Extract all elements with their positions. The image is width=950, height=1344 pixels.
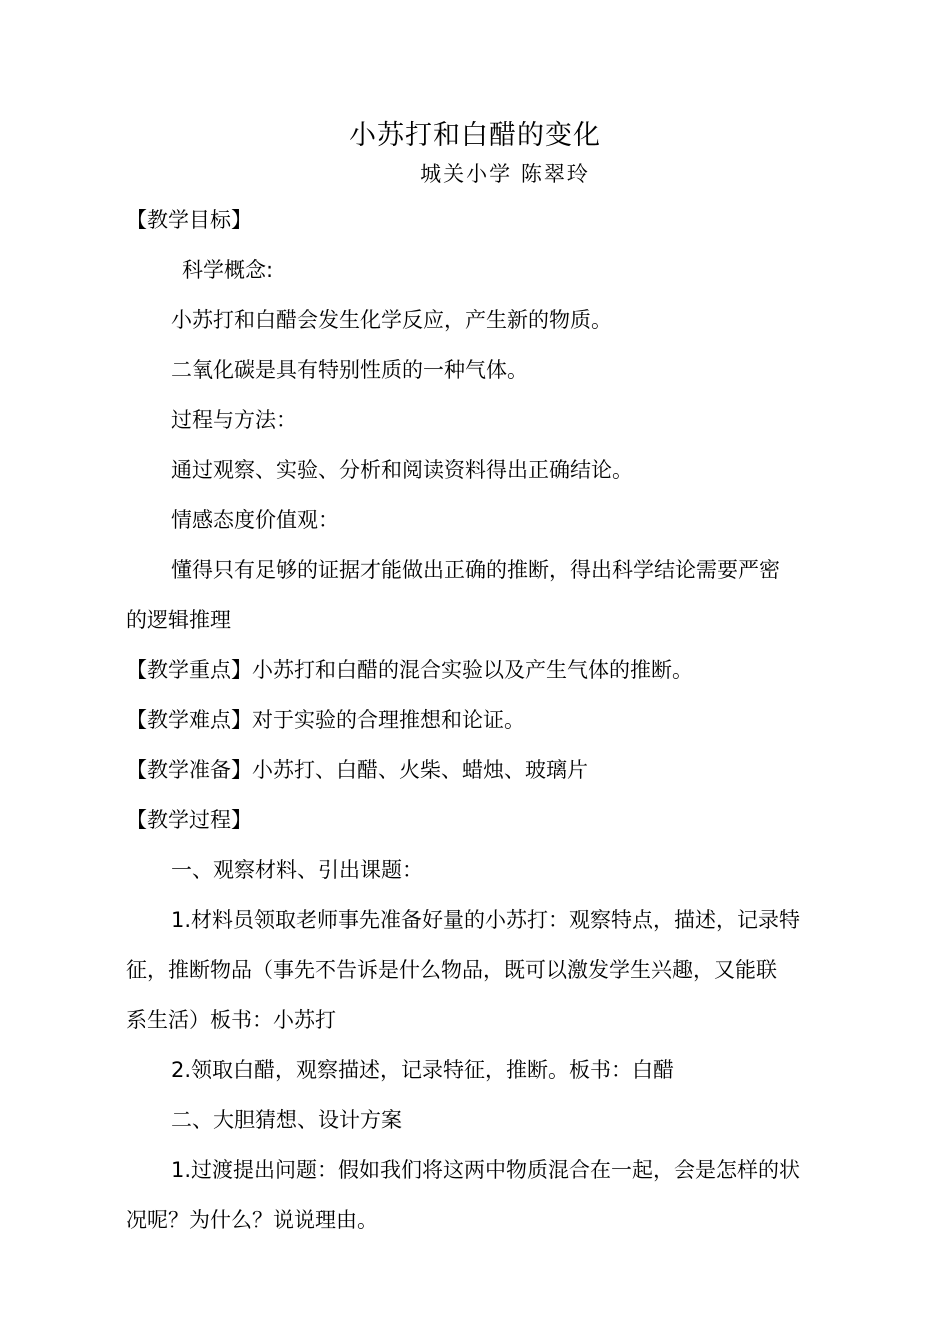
paragraph-line: 通过观察、实验、分析和阅读资料得出正确结论。 xyxy=(171,458,633,482)
step-heading-guess: 二、大胆猜想、设计方案 xyxy=(171,1108,402,1132)
paragraph-line: 1.过渡提出问题：假如我们将这两中物质混合在一起，会是怎样的状 xyxy=(171,1158,801,1182)
section-key-points: 【教学重点】小苏打和白醋的混合实验以及产生气体的推断。 xyxy=(126,658,693,682)
paragraph-line: 1.材料员领取老师事先准备好量的小苏打：观察特点，描述，记录特 xyxy=(171,908,801,932)
subheading-attitude-values: 情感态度价值观： xyxy=(171,508,339,532)
paragraph-line: 系生活）板书：小苏打 xyxy=(126,1008,336,1032)
document-body xyxy=(126,195,842,1245)
author-line: 城关小学 陈翠玲 xyxy=(420,162,590,186)
step-heading-observe: 一、观察材料、引出课题： xyxy=(171,858,423,882)
paragraph-line: 二氧化碳是具有特别性质的一种气体。 xyxy=(171,358,528,382)
paragraph-line: 征，推断物品（事先不告诉是什么物品，既可以激发学生兴趣，又能联 xyxy=(126,958,777,982)
section-preparation: 【教学准备】小苏打、白醋、火柴、蜡烛、玻璃片 xyxy=(126,758,588,782)
paragraph-line: 小苏打和白醋会发生化学反应，产生新的物质。 xyxy=(171,308,612,332)
section-heading-objectives: 【教学目标】 xyxy=(126,208,252,232)
section-difficulties: 【教学难点】对于实验的合理推想和论证。 xyxy=(126,708,525,732)
subheading-science-concept: 科学概念: xyxy=(182,258,274,282)
paragraph-line: 2.领取白醋，观察描述，记录特征，推断。板书：白醋 xyxy=(171,1058,675,1082)
paragraph-line: 懂得只有足够的证据才能做出正确的推断，得出科学结论需要严密 xyxy=(171,558,780,582)
paragraph-line: 况呢？为什么？说说理由。 xyxy=(126,1208,378,1232)
subheading-process-method: 过程与方法： xyxy=(171,408,297,432)
document-title: 小苏打和白醋的变化 xyxy=(349,120,601,151)
paragraph-line: 的逻辑推理 xyxy=(126,608,231,632)
section-heading-process: 【教学过程】 xyxy=(126,808,252,832)
